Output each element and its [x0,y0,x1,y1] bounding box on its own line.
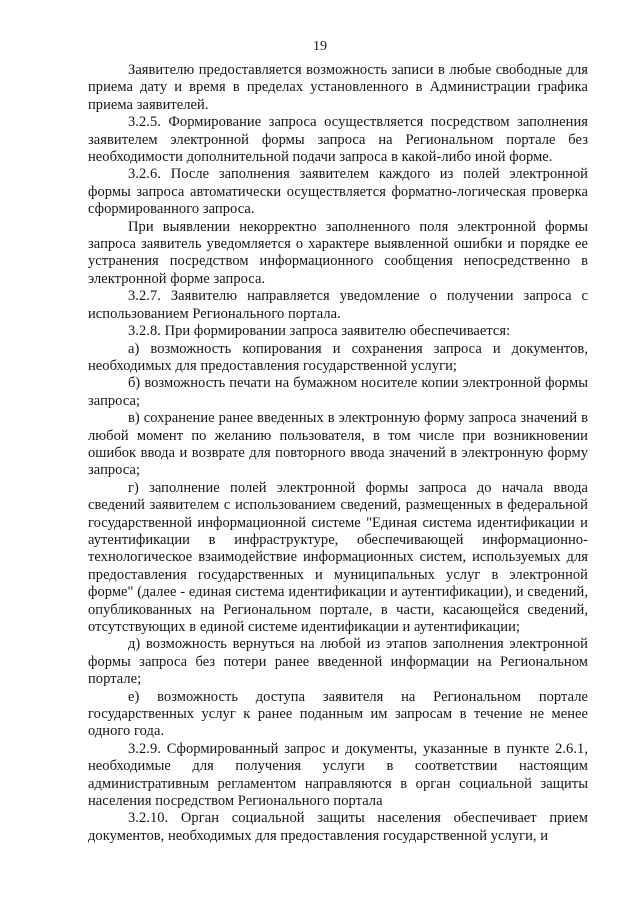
list-item-g: г) заполнение полей электронной формы запроса до начала ввода сведений заявителем с использованием сведений, размещенных в федеральной государственной информационной системе "Единая система идентификации и аутентификации в инфраструктуре, обеспечивающей информационно-технологическое взаимодействие информационных систем, используемых для предоставления государственных и муниципальных услуг в электронной форме" (далее - единая система идентификации и аутентификации), и сведений, опубликованных на Региональном портале, в части, касающейся сведений, отсутствующих в единой системе идентификации и аутентификации; [88,479,588,635]
paragraph-3-2-5: 3.2.5. Формирование запроса осуществляется посредством заполнения заявителем электронной формы запроса на Региональном портале без необходимости дополнительной подачи запроса в какой-либо иной форме. [88,114,588,166]
list-item-v: в) сохранение ранее введенных в электронную форму запроса значений в любой момент по желанию пользователя, в том числе при возникновении ошибок ввода и возврате для повторного ввода значений в электронную форму запроса; [88,410,588,479]
page-number: 19 [313,39,327,54]
list-item-e: е) возможность доступа заявителя на Региональном портале государственных услуг к ранее поданным им запросам в течение не менее одного года. [88,688,588,740]
paragraph-3-2-9: 3.2.9. Сформированный запрос и документы, указанные в пункте 2.6.1, необходимые для получения услуги в соответствии настоящим административным регламентом направляются в орган социальной защиты населения посредством Регионального портала [88,740,588,810]
paragraph-3-2-6: 3.2.6. После заполнения заявителем каждого из полей электронной формы запроса автоматически осуществляется форматно-логическая проверка сформированного запроса. [88,166,588,218]
paragraph-error-notification: При выявлении некорректно заполненного поля электронной формы запроса заявитель уведомляется о характере выявленной ошибки и порядке ее устранения посредством информационного сообщения непосредственно в электронной форме запроса. [88,218,588,287]
list-item-d: д) возможность вернуться на любой из этапов заполнения электронной формы запроса без потери ранее введенной информации на Региональном портале; [88,636,588,688]
list-item-b: б) возможность печати на бумажном носителе копии электронной формы запроса; [88,375,588,409]
document-body [88,62,588,845]
paragraph-3-2-10: 3.2.10. Орган социальной защиты населения обеспечивает прием документов, необходимых для предоставления государственной услуги, и [88,810,588,844]
paragraph-reception-time: Заявителю предоставляется возможность записи в любые свободные для приема дату и время в пределах установленного в Администрации графика приема заявителей. [88,62,588,113]
paragraph-3-2-7: 3.2.7. Заявителю направляется уведомление о получении запроса с использованием Регионального портала. [88,288,588,322]
list-item-a: а) возможность копирования и сохранения запроса и документов, необходимых для предоставления государственной услуги; [88,340,588,374]
paragraph-3-2-8: 3.2.8. При формировании запроса заявителю обеспечивается: [128,323,511,340]
